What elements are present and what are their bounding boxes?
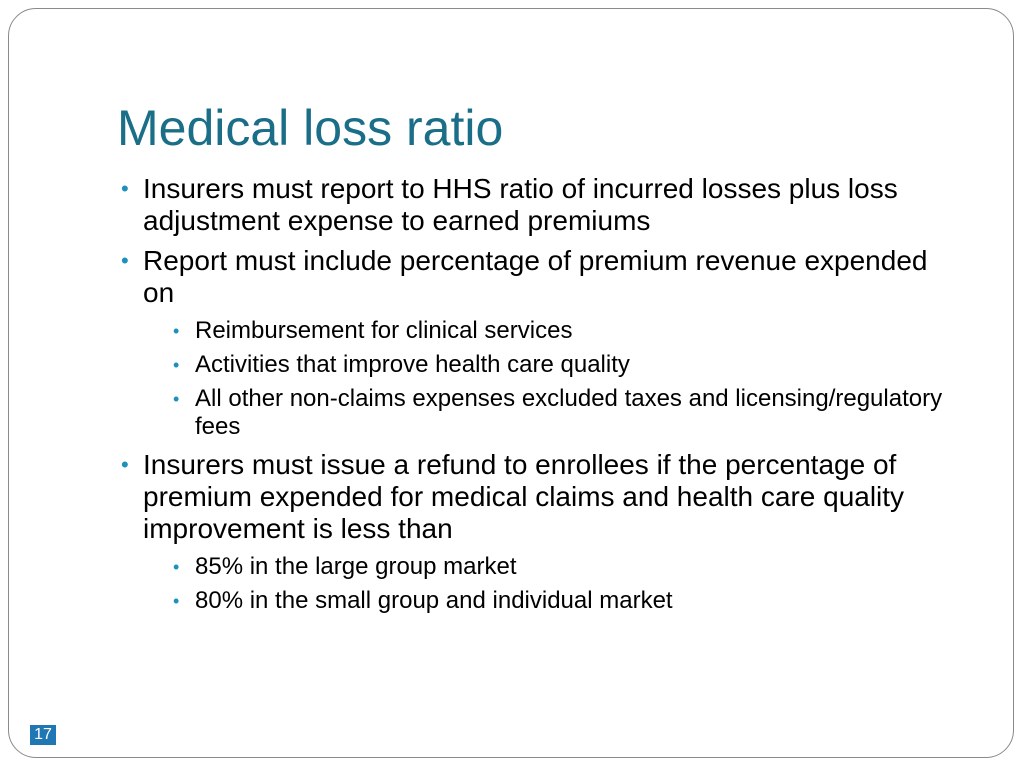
- slide-title: Medical loss ratio: [117, 100, 504, 156]
- sub-bullet-text: 85% in the large group market: [195, 553, 517, 580]
- sub-bullet-item: [173, 385, 951, 441]
- page-number-badge: 17: [30, 725, 56, 745]
- sub-bullet-text: Reimbursement for clinical services: [195, 317, 573, 344]
- bullet-icon: •: [173, 321, 180, 341]
- sub-bullet-item: [173, 587, 951, 615]
- sub-bullet-item: [173, 317, 951, 345]
- bullet-item: [121, 449, 951, 615]
- bullet-text: Insurers must report to HHS ratio of incurred losses plus loss adjustment expense to earned premiums: [143, 173, 898, 236]
- bullet-item: [121, 173, 951, 237]
- bullet-text: Report must include percentage of premium revenue expended on: [143, 245, 928, 308]
- sub-bullet-text: Activities that improve health care quality: [195, 351, 630, 378]
- sub-bullet-item: [173, 351, 951, 379]
- bullet-icon: •: [173, 557, 180, 577]
- bullet-icon: •: [121, 248, 129, 273]
- sub-bullet-item: [173, 553, 951, 581]
- bullet-icon: •: [121, 176, 129, 201]
- slide-content: [121, 173, 951, 623]
- bullet-icon: •: [173, 389, 180, 409]
- bullet-text: Insurers must issue a refund to enrollees if the percentage of premium expended for medical claims and health care quality improvement is less than: [143, 449, 905, 544]
- bullet-icon: •: [173, 591, 180, 611]
- bullet-icon: •: [121, 452, 129, 477]
- bullet-icon: •: [173, 355, 180, 375]
- bullet-list: [121, 173, 951, 615]
- sub-bullet-text: 80% in the small group and individual market: [195, 587, 673, 614]
- sub-bullet-list: [173, 553, 951, 615]
- bullet-item: [121, 245, 951, 441]
- sub-bullet-list: [173, 317, 951, 441]
- slide-frame: [8, 8, 1014, 758]
- sub-bullet-text: All other non-claims expenses excluded taxes and licensing/regulatory fees: [195, 385, 943, 440]
